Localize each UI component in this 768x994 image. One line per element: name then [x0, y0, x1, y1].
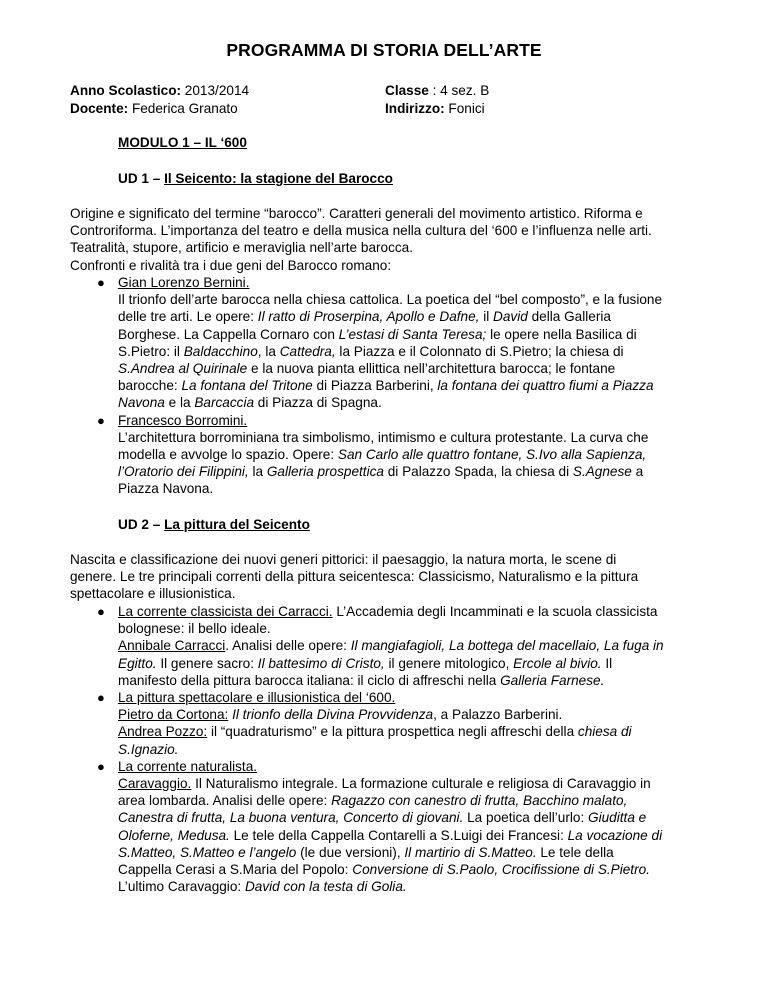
indirizzo-row [385, 100, 489, 118]
bullet-icon: ● [97, 412, 105, 428]
list-item-carracci [70, 603, 710, 689]
text-line: genere. Le tre principali correnti della pittura seicentesca: Classicismo, Naturalismo e la pittura [70, 569, 639, 585]
text-line: Origine e significato del termine “barocco”. Caratteri generali del movimento artistico. Riforma e [70, 206, 643, 221]
ud2-title: La pittura del Seicento [164, 517, 310, 532]
page-title: PROGRAMMA DI STORIA DELL’ARTE [226, 40, 542, 60]
anno-row [70, 82, 249, 100]
text-line: L’architettura borrominiana tra simbolismo, intimismo e cultura protestante. La curva che [118, 429, 649, 445]
text-line: S.Matteo, S.Matteo e l’angelo (le due versioni), Il martirio di S.Matteo. Le tele della [118, 844, 614, 860]
ud1-title: Il Seicento: la stagione del Barocco [164, 171, 393, 186]
text-line: Cappella Cerasi a S.Maria del Popolo: Conversione di S.Paolo, Crocifissione di S.Pietro. [118, 862, 650, 878]
ud2-intro [70, 551, 710, 603]
ud1-list [70, 274, 710, 498]
ud1-intro [70, 205, 710, 274]
text-line: manifesto della pittura barocca italiana: il ciclo di affreschi nella Galleria Farnese. [118, 672, 605, 688]
bullet-icon: ● [97, 758, 105, 774]
bullet-icon: ● [97, 275, 105, 290]
docente-row [70, 100, 249, 118]
text-line: L’ultimo Caravaggio: David con la testa di Golia. [118, 879, 407, 895]
bernini-title: Gian Lorenzo Bernini. [118, 275, 250, 290]
classe-value: : 4 sez. B [428, 83, 490, 98]
anno-label: Anno Scolastico: [70, 83, 182, 98]
list-item-borromini [70, 412, 710, 498]
borromini-title: Francesco Borromini. [118, 412, 248, 428]
text-line: Controriforma. L’importanza del teatro e della musica nella cultura del ‘600 e l’influenza nelle arti. [70, 223, 652, 239]
meta-right [385, 82, 489, 117]
bullet-icon: ● [97, 604, 105, 619]
text-line: Caravaggio. Il Naturalismo integrale. La formazione culturale e religiosa di Caravaggio in [118, 776, 651, 792]
text-line: barocche: La fontana del Tritone di Piazza Barberini, la fontana dei quattro fiumi a Piazza [118, 378, 654, 394]
text-line: modella e avvolge lo spazio. Opere: San Carlo alle quattro fontane, S.Ivo alla Sapienza, [118, 447, 647, 463]
ud2-heading [118, 516, 310, 533]
modulo-heading: MODULO 1 – IL ‘600 [118, 135, 247, 150]
text-line: Confronti e rivalità tra i due geni del Barocco romano: [70, 257, 392, 273]
docente-value: Federica Granato [128, 100, 238, 116]
indirizzo-value: Fonici [444, 100, 485, 116]
ud2-list [70, 603, 710, 895]
ud1-prefix: UD 1 – [118, 171, 165, 186]
naturalista-title: La corrente naturalista. [118, 758, 258, 774]
list-item-naturalista [70, 758, 710, 896]
bullet-icon: ● [97, 690, 105, 706]
text-line: l’Oratorio dei Filippini, la Galleria prospettica di Palazzo Spada, la chiesa di S.Agnese a [118, 464, 644, 480]
classe-row [385, 82, 489, 100]
text-line: Piazza Navona. [118, 481, 214, 497]
classe-label: Classe [385, 83, 429, 98]
text-line: spettacolare e illusionistica. [70, 586, 236, 602]
text-line: Nascita e classificazione dei nuovi generi pittorici: il paesaggio, la natura morta, le scene di [70, 552, 617, 567]
text-line: S.Ignazio. [118, 741, 179, 757]
anno-value: 2013/2014 [181, 83, 250, 98]
list-item-bernini [70, 274, 710, 412]
text-line: Annibale Carracci. Analisi delle opere: Il mangiafagioli, La bottega del macellaio, La fuga in [118, 638, 664, 654]
illusionistica-title: La pittura spettacolare e illusionistica del ‘600. [118, 690, 396, 706]
text-line: Teatralità, stupore, artificio e meraviglia nell’arte barocca. [70, 240, 414, 256]
text-line: S.Pietro: il Baldacchino, la Cattedra, la Piazza e il Colonnato di S.Pietro; la chiesa di [118, 343, 624, 359]
ud2-prefix: UD 2 – [118, 517, 165, 532]
text-line: Egitto. Il genere sacro: Il battesimo di Cristo, il genere mitologico, Ercole al bivio. Il [118, 655, 613, 671]
text-line: area lombarda. Analisi delle opere: Ragazzo con canestro di frutta, Bacchino malato, [118, 793, 628, 809]
text-line: Oloferne, Medusa. Le tele della Cappella Contarelli a S.Luigi dei Francesi: La vocazione di [118, 827, 663, 843]
list-item-illusionistica [70, 689, 710, 758]
docente-label: Docente: [70, 100, 129, 116]
meta-left [70, 82, 249, 117]
text-line: S.Andrea al Quirinale e la nuova pianta ellittica nell’architettura barocca; le fontane [118, 361, 616, 377]
text-line: La corrente classicista dei Carracci. L’Accademia degli Incamminati e la scuola classicista [118, 604, 658, 619]
ud1-heading [118, 170, 393, 187]
text-line: Canestra di frutta, La buona ventura, Concerto di giovani. La poetica dell’urlo: Giuditta e [118, 810, 647, 826]
text-line: Borghese. La Cappella Cornaro con L’estasi di Santa Teresa; le opere nella Basilica di [118, 326, 637, 342]
text-line: Pietro da Cortona: Il trionfo della Divina Provvidenza, a Palazzo Barberini. [118, 707, 563, 723]
text-line: Navona e la Barcaccia di Piazza di Spagna. [118, 395, 382, 411]
text-line: delle tre arti. Le opere: Il ratto di Proserpina, Apollo e Dafne, il David della Galleria [118, 309, 611, 325]
text-line: bolognese: il bello ideale. [118, 621, 271, 637]
text-line: Il trionfo dell’arte barocca nella chiesa cattolica. La poetica del “bel composto”, e la fusione [118, 292, 663, 308]
text-line: Andrea Pozzo: il “quadraturismo” e la pittura prospettica negli affreschi della chiesa di [118, 724, 632, 740]
indirizzo-label: Indirizzo: [385, 100, 445, 116]
